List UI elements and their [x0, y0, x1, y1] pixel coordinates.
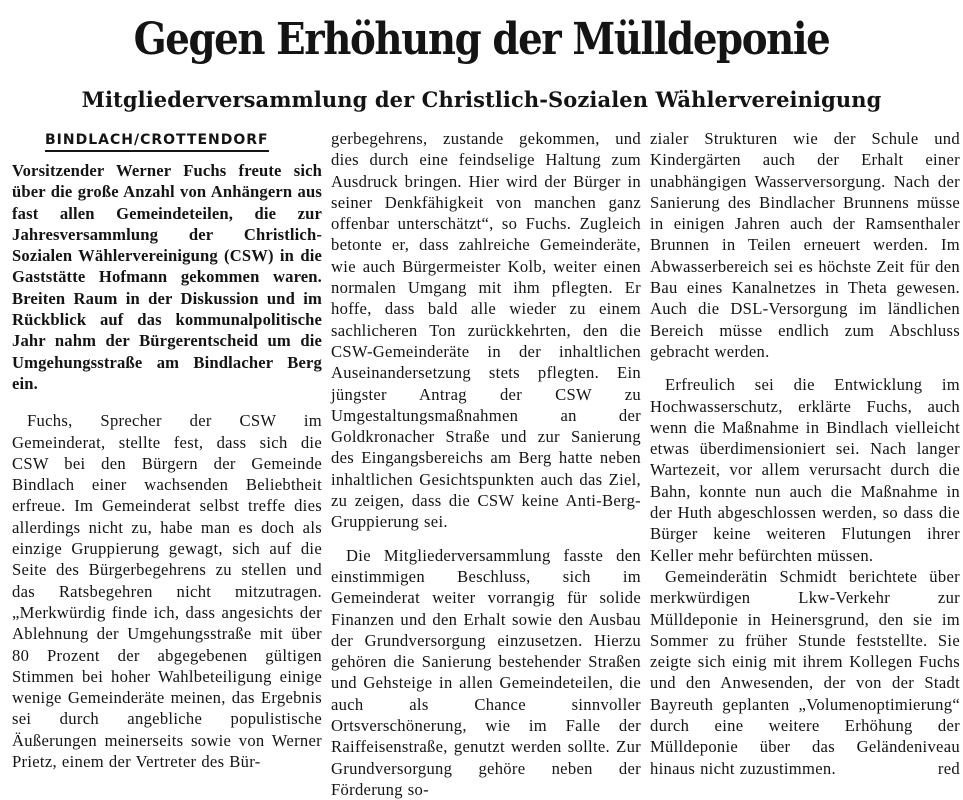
dateline: BINDLACH/CROTTENDORF	[45, 132, 269, 152]
headline: Gegen Erhöhung der Mülldeponie	[133, 14, 830, 65]
body-paragraph-1-start: Fuchs, Sprecher der CSW im Gemeinderat, stellte fest, dass sich die CSW bei den Bürgern der Gemeinde Bindlach einer wachsenden Beliebtheit erfreue. Im Gemeinderat selbst treffe dies allerdings nicht zu, habe man es doch als einzige Gruppierung gewagt, sich auf die Seite des Bürgerbegehrens zu stellen und das Ratsbegehren nicht mitzutragen. „Merkwürdig finde ich, dass angesichts der Ablehnung der Umgehungsstraße mit über 80 Prozent der abgegebenen gültigen Stimmen bei hoher Wahlbeteiligung einige wenige Gemeinderäte meinen, das Ergebnis sei durch angebliche populistische Äußerungen meinerseits sowie von Werner Prietz, einem der Vertreter des Bür-	[12, 411, 322, 772]
column-3	[650, 128, 960, 778]
body-paragraph-2-start: Die Mitgliederversammlung fasste den einstimmigen Beschluss, sich im Gemeinderat weiter vorrangig für solide Finanzen und den Erhalt sowie den Ausbau der Grundversorgung einzusetzen. Hierzu gehören die Sanierung bestehender Straßen und Gehsteige in allen Gemeindeteilen, die auch als Chance sinnvoller Ortsverschönerung, wie im Falle der Raiffeisenstraße, genutzt werden sollte. Zur Grundversorgung gehöre neben der Förderung so-	[331, 545, 641, 799]
column-1	[12, 128, 322, 772]
lead-paragraph: Vorsitzender Werner Fuchs freute sich über die große Anzahl von Anhängern aus fast allen Gemeindeteilen, die zur Jahresversammlung der Christlich-Sozialen Wählervereinigung (CSW) in die Gaststätte Hofmann gekommen waren. Breiten Raum in der Diskussion und im Rückblick auf das kommunalpolitische Jahr nahm der Bürgerentscheid um die Umgehungsstraße am Bindlacher Berg ein.	[12, 161, 322, 393]
author-signature: red	[937, 758, 960, 778]
column-2	[331, 128, 641, 799]
subtitle: Mitgliederversammlung der Christlich-Sozialen Wählervereinigung	[81, 87, 882, 112]
body-paragraph-2-cont: zialer Strukturen wie der Schule und Kindergärten auch der Erhalt einer unabhängigen Wasserversorgung. Nach der Sanierung des Bindlacher Brunnens müsse in einigen Jahren auch der Ramsenthaler Brunnen in Teilen erneuert werden. Im Abwasserbereich sei es höchste Zeit für den Bau eines Kanalnetzes in Theta gewesen. Auch die DSL-Versorgung im ländlichen Bereich müsse endlich zum Abschluss gebracht werden.	[650, 129, 960, 361]
body-paragraph-1-cont: gerbegehrens, zustande gekommen, und dies durch eine feindselige Haltung zum Ausdruck bringen. Hier wird der Bürger in seiner Denkfähigkeit von manchen ganz offenbar unterschätzt“, so Fuchs. Zugleich betonte er, dass zahlreiche Gemeinderäte, wie auch Bürgermeister Kolb, weiter einen normalen Umgang mit ihm pflegten. Er hoffe, dass bald alle wieder zu einem sachlicheren Ton zurückkehrten, den die CSW-Gemeinderäte in der inhaltlichen Auseinandersetzung stets pflegten. Ein jüngster Antrag der CSW zu Umgestaltungsmaßnahmen an der Goldkronacher Straße und zur Sanierung des Eingangsbereichs am Berg hatte neben inhaltlichen Gesichtspunkten auch das Ziel, zu zeigen, dass die CSW keine Anti-Berg-Gruppierung sei.	[331, 129, 641, 532]
body-paragraph-4: Gemeinderätin Schmidt berichtete über merkwürdigen Lkw-Verkehr zur Mülldeponie in Heinersgrund, den sie im Sommer zu früher Stunde feststellte. Sie zeigte sich einig mit ihrem Kollegen Fuchs und den Anwesenden, der von der Stadt Bayreuth geplanten „Volumenoptimierung“ durch eine weitere Erhöhung der Mülldeponie über das Geländeniveau hinaus nicht zuzustimmen.	[650, 566, 960, 778]
body-paragraph-3: Erfreulich sei die Entwicklung im Hochwasserschutz, erklärte Fuchs, auch wenn die Maßnahme in Bindlach vielleicht etwas überdimensioniert sei. Nach langer Wartezeit, vor allem verursacht durch die Bahn, konnte nun auch die Maßnahme in der Huth abgeschlossen werden, so dass die Bürger keine weiteren Flutungen ihrer Keller mehr befürchten müssen.	[650, 375, 960, 565]
